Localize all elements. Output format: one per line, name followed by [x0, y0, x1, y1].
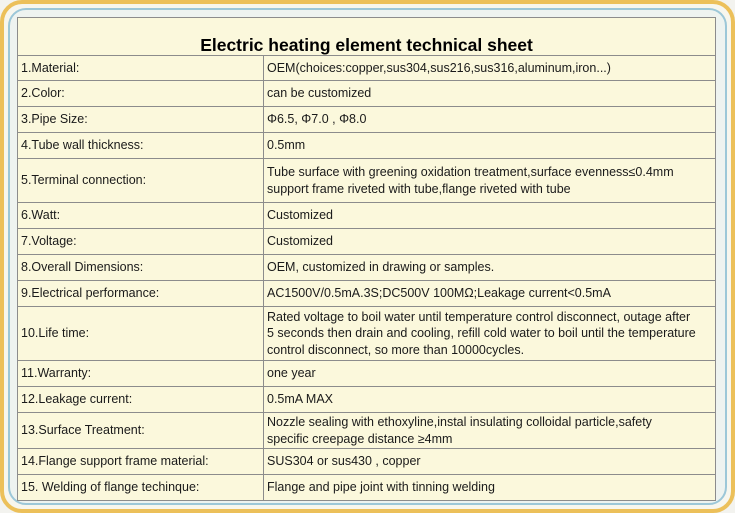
row-value: SUS304 or sus430 , copper	[264, 449, 716, 475]
table-row	[18, 255, 716, 281]
row-label: 9.Electrical performance:	[18, 281, 264, 307]
row-label: 4.Tube wall thickness:	[18, 133, 264, 159]
row-value: Rated voltage to boil water until temperature control disconnect, outage after 5 seconds then drain and cooling, refill cold water to boil until the temperature control disconnect, so more than 10000cycles.	[264, 307, 716, 361]
table-row	[18, 387, 716, 413]
table-row	[18, 413, 716, 449]
table-row	[18, 203, 716, 229]
row-label: 15. Welding of flange techinque:	[18, 475, 264, 501]
title-row	[18, 18, 716, 56]
table-row	[18, 361, 716, 387]
row-value: AC1500V/0.5mA.3S;DC500V 100MΩ;Leakage current<0.5mA	[264, 281, 716, 307]
row-label: 8.Overall Dimensions:	[18, 255, 264, 281]
row-label: 10.Life time:	[18, 307, 264, 361]
table-row	[18, 81, 716, 107]
row-value: one year	[264, 361, 716, 387]
table-row	[18, 449, 716, 475]
row-label: 7.Voltage:	[18, 229, 264, 255]
table-row	[18, 307, 716, 361]
row-label: 11.Warranty:	[18, 361, 264, 387]
row-label: 13.Surface Treatment:	[18, 413, 264, 449]
table-row	[18, 56, 716, 81]
row-value: Nozzle sealing with ethoxyline,instal insulating colloidal particle,safety specific creepage distance ≥4mm	[264, 413, 716, 449]
row-label: 6.Watt:	[18, 203, 264, 229]
row-value: can be customized	[264, 81, 716, 107]
sheet-title: Electric heating element technical sheet	[18, 18, 716, 56]
table-row	[18, 133, 716, 159]
row-label: 1.Material:	[18, 56, 264, 81]
table-row	[18, 475, 716, 501]
row-value: OEM(choices:copper,sus304,sus216,sus316,aluminum,iron...)	[264, 56, 716, 81]
table-row	[18, 229, 716, 255]
row-value: Customized	[264, 203, 716, 229]
row-label: 2.Color:	[18, 81, 264, 107]
row-label: 3.Pipe Size:	[18, 107, 264, 133]
table-row	[18, 107, 716, 133]
row-label: 12.Leakage current:	[18, 387, 264, 413]
table-row	[18, 281, 716, 307]
row-label: 5.Terminal connection:	[18, 159, 264, 203]
row-value: 0.5mA MAX	[264, 387, 716, 413]
row-value: 0.5mm	[264, 133, 716, 159]
row-value: Flange and pipe joint with tinning welding	[264, 475, 716, 501]
row-label: 14.Flange support frame material:	[18, 449, 264, 475]
row-value: OEM, customized in drawing or samples.	[264, 255, 716, 281]
row-value: Customized	[264, 229, 716, 255]
row-value: Φ6.5, Φ7.0 , Φ8.0	[264, 107, 716, 133]
row-value: Tube surface with greening oxidation treatment,surface evenness≤0.4mm support frame riveted with tube,flange riveted with tube	[264, 159, 716, 203]
table-row	[18, 159, 716, 203]
tech-sheet-table	[17, 17, 716, 501]
